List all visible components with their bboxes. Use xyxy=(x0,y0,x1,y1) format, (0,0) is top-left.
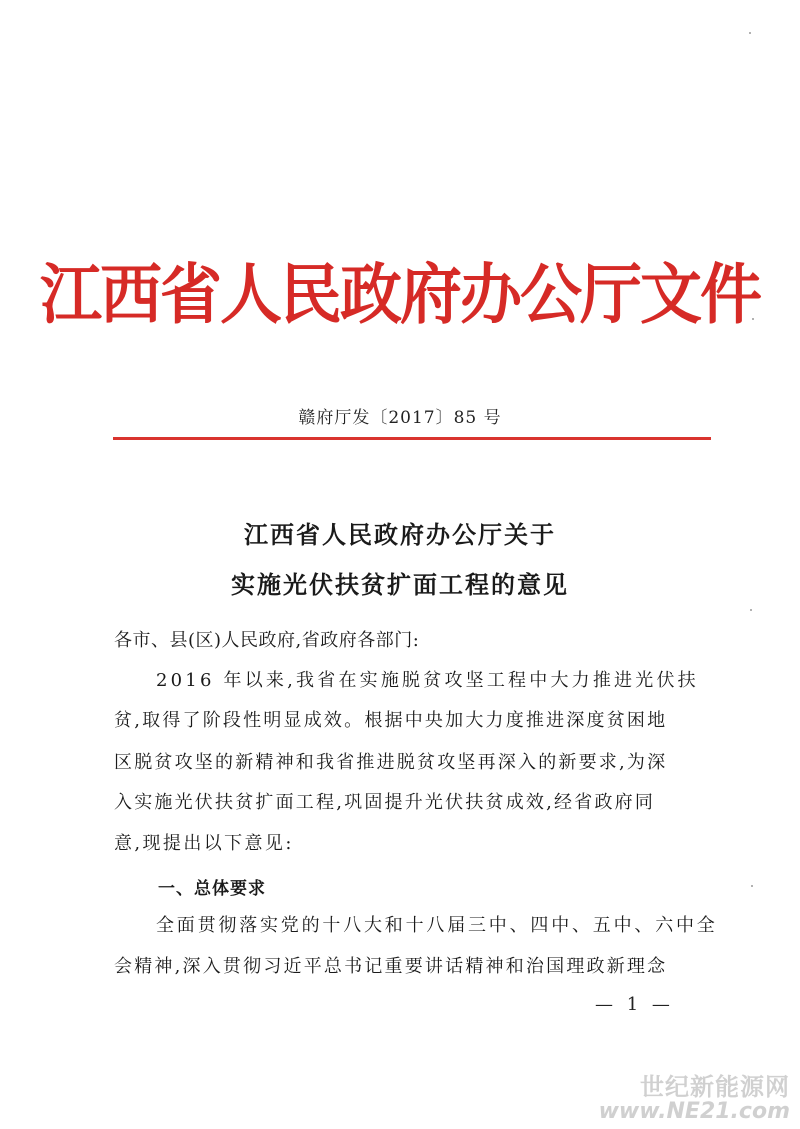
document-red-header-title: 江西省人民政府办公厅文件 xyxy=(39,256,760,333)
site-watermark xyxy=(598,1072,790,1124)
page-number: — 1 — xyxy=(595,994,674,1015)
scan-speck xyxy=(751,885,753,887)
document-heading-line-2: 实施光伏扶贫扩面工程的意见 xyxy=(231,570,569,599)
paragraph-line: 入实施光伏扶贫扩面工程,巩固提升光伏扶贫成效,经省政府同 xyxy=(114,792,656,813)
watermark-url: www.NE21.com xyxy=(598,1098,790,1124)
paragraph-line: 全面贯彻落实党的十八大和十八届三中、四中、五中、六中全 xyxy=(156,915,718,936)
document-heading-line-1: 江西省人民政府办公厅关于 xyxy=(244,520,556,549)
paragraph-line: 2016 年以来,我省在实施脱贫攻坚工程中大力推进光伏扶 xyxy=(156,670,699,691)
red-separator-rule xyxy=(113,437,711,440)
paragraph-line: 贫,取得了阶段性明显成效。根据中央加大力度推进深度贫困地 xyxy=(114,710,668,731)
watermark-text: 世纪新能源网 xyxy=(640,1072,790,1101)
paragraph-line: 区脱贫攻坚的新精神和我省推进脱贫攻坚再深入的新要求,为深 xyxy=(114,752,668,773)
section-title: 一、总体要求 xyxy=(158,879,266,899)
document-number: 赣府厅发〔2017〕85 号 xyxy=(298,408,502,428)
paragraph-line: 会精神,深入贯彻习近平总书记重要讲话精神和治国理政新理念 xyxy=(114,956,668,977)
scan-speck xyxy=(749,32,751,34)
paragraph-line: 意,现提出以下意见: xyxy=(114,833,294,854)
scan-speck xyxy=(750,609,752,611)
addressee: 各市、县(区)人民政府,省政府各部门: xyxy=(114,630,420,651)
